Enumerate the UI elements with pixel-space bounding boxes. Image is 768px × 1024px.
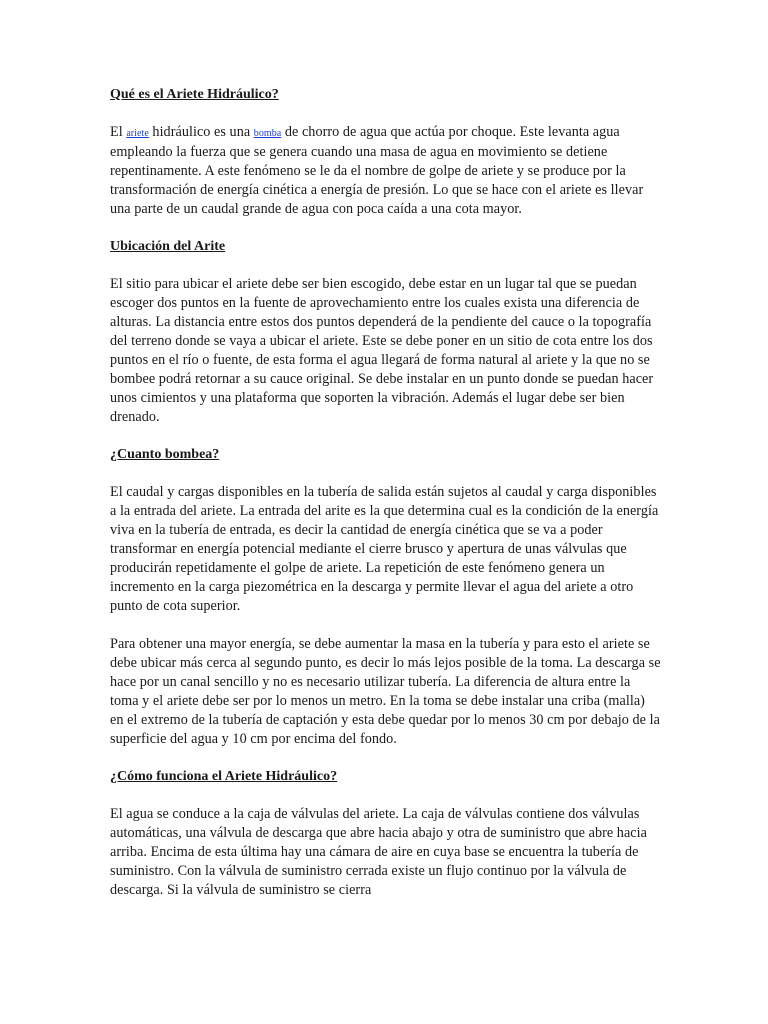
section-heading-como-funciona: ¿Cómo funciona el Ariete Hidráulico?: [110, 769, 338, 784]
link-ariete[interactable]: ariete: [126, 128, 149, 139]
paragraph-intro: [110, 123, 662, 219]
text-fragment: de chorro de agua que actúa por choque. Este levanta agua empleando la fuerza que se genera cuando una masa de agua en movimiento se detiene repentinamente. A este fenómeno se le da el nombre de golpe de ariete y se produce por la transformación de energía cinética a energía de presión. Lo que se hace con el ariete es llevar una parte de un caudal grande de agua con poca caída a una cota mayor.: [110, 124, 644, 217]
paragraph-cuanto-bombea-1: El caudal y cargas disponibles en la tubería de salida están sujetos al caudal y carga disponibles a la entrada del ariete. La entrada del arite es la que determina cual es la condición de la energía viva en la tubería de entrada, es decir la cantidad de energía cinética que se va a poder transformar en energía potencial mediante el cierre brusco y apertura de unas válvulas que producirán repetidamente el golpe de ariete. La repetición de este fenómeno genera un incremento en la carga piezométrica en la descarga y permite llevar el agua del ariete a otro punto de cota superior.: [110, 484, 659, 614]
section-heading-cuanto-bombea: ¿Cuanto bombea?: [110, 447, 220, 462]
paragraph-cuanto-bombea-2: Para obtener una mayor energía, se debe aumentar la masa en la tubería y para esto el ariete se debe ubicar más cerca al segundo punto, es decir lo más lejos posible de la toma. La descarga se hace por un canal sencillo y no es necesario utilizar tubería. La diferencia de altura entre la toma y el ariete debe ser por lo menos un metro. En la toma se debe instalar una criba (malla) en el extremo de la tubería de captación y esta debe quedar por lo menos 30 cm por debajo de la superficie del agua y 10 cm por encima del fondo.: [110, 636, 661, 747]
text-fragment: hidráulico es una: [148, 124, 254, 140]
paragraph-como-funciona: El agua se conduce a la caja de válvulas del ariete. La caja de válvulas contiene dos válvulas automáticas, una válvula de descarga que abre hacia abajo y otra de suministro que abre hacia arriba. Encima de esta última hay una cámara de aire en cuya base se encuentra la tubería de suministro. Con la válvula de suministro cerrada existe un flujo continuo por la válvula de descarga. Si la válvula de suministro se cierra: [110, 806, 647, 898]
section-heading-que-es: Qué es el Ariete Hidráulico?: [110, 87, 279, 102]
paragraph-ubicacion: El sitio para ubicar el ariete debe ser bien escogido, debe estar en un lugar tal que se puedan escoger dos puntos en la fuente de aprovechamiento entre los cuales exista una diferencia de alturas. La distancia entre estos dos puntos dependerá de la pendiente del cauce o la topografía del terreno donde se vaya a ubicar el ariete. Este se debe poner en un sitio de cota entre los dos puntos en el río o fuente, de esta forma el agua llegará de forma natural al ariete y la que no se bombee podrá retornar a su cauce original. Se debe instalar en un punto donde se puedan hacer unos cimientos y una plataforma que soporten la vibración. Además el lugar debe ser bien drenado.: [110, 276, 654, 425]
link-bomba[interactable]: bomba: [253, 128, 282, 139]
text-fragment: El: [110, 124, 127, 140]
section-heading-ubicacion: Ubicación del Arite: [110, 239, 226, 254]
document-page: [110, 86, 662, 919]
